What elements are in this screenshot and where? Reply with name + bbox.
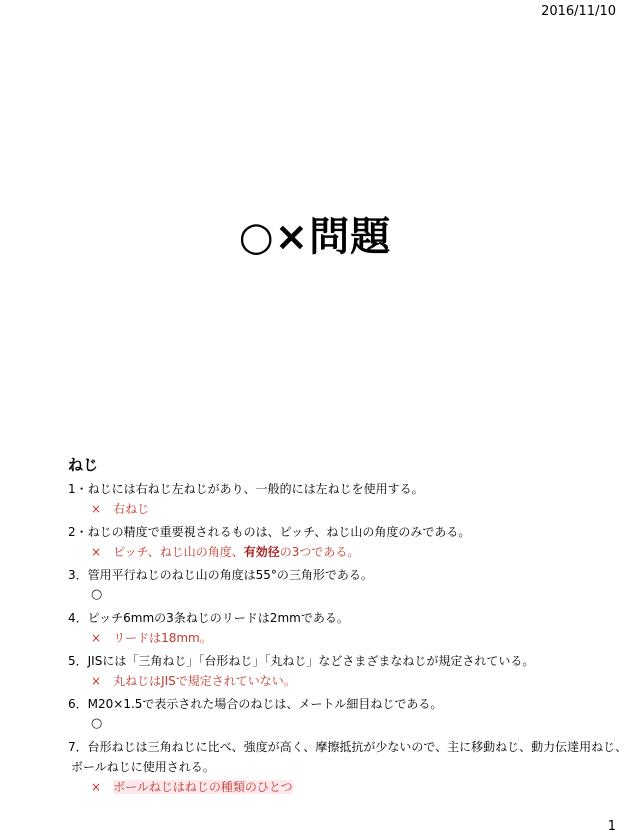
- answer-text: 丸ねじはJISで規定されていない。: [113, 674, 296, 688]
- cross-mark: ×: [91, 631, 102, 645]
- cross-mark: ×: [91, 545, 102, 559]
- section-heading: ねじ: [68, 456, 99, 474]
- answer-text: ピッチ、ねじ山の角度、: [113, 545, 244, 559]
- answer-emphasis: 有効径: [243, 545, 280, 559]
- circle-mark: ○: [91, 587, 103, 602]
- question-6: 6．M20×1.5で表示された場合のねじは、メートル細目ねじである。: [68, 697, 443, 711]
- question-text: 7．台形ねじは三角ねじに比べ、強度が高く、摩擦抵抗が少ないので、主に移動ねじ、動力伝達用ねじ、: [68, 740, 628, 754]
- answer-7: [68, 777, 608, 797]
- question-4: 4．ピッチ6mmの3条ねじのリードは2mmである。: [68, 611, 349, 625]
- question-5: 5．JISには「三角ねじ」「台形ねじ」「丸ねじ」などさまざまなねじが規定されている。: [68, 654, 535, 668]
- answer-text: の3つである。: [279, 545, 360, 559]
- question-1: 1・ねじには右ねじ左ねじがあり、一般的には左ねじを使用する。: [68, 482, 424, 496]
- cross-mark: ×: [91, 780, 102, 794]
- page-title: ○×問題: [238, 214, 392, 260]
- answer-4: [68, 628, 608, 648]
- cross-mark: ×: [91, 502, 102, 516]
- answer-text: リードは18mm。: [113, 631, 212, 645]
- question-3: 3．管用平行ねじのねじ山の角度は55°の三角形である。: [68, 568, 373, 582]
- answer-5: [68, 671, 608, 691]
- question-2: 2・ねじの精度で重要視されるものは、ピッチ、ねじ山の角度のみである。: [68, 525, 471, 539]
- quiz-section: [68, 454, 628, 800]
- answer-2: [68, 542, 608, 562]
- cross-mark: ×: [91, 674, 102, 688]
- answer-6: [68, 714, 608, 734]
- answer-text: 右ねじ: [113, 502, 150, 516]
- answer-text: ボールねじはねじの種類のひとつ: [113, 780, 293, 794]
- date-label: 2016/11/10: [541, 4, 616, 19]
- question-continuation: ボールねじに使用される。: [71, 760, 215, 774]
- page-number: 1: [607, 819, 616, 834]
- circle-mark: ○: [91, 716, 103, 731]
- answer-1: [68, 499, 608, 519]
- answer-3: [68, 585, 608, 605]
- question-7: [68, 737, 628, 777]
